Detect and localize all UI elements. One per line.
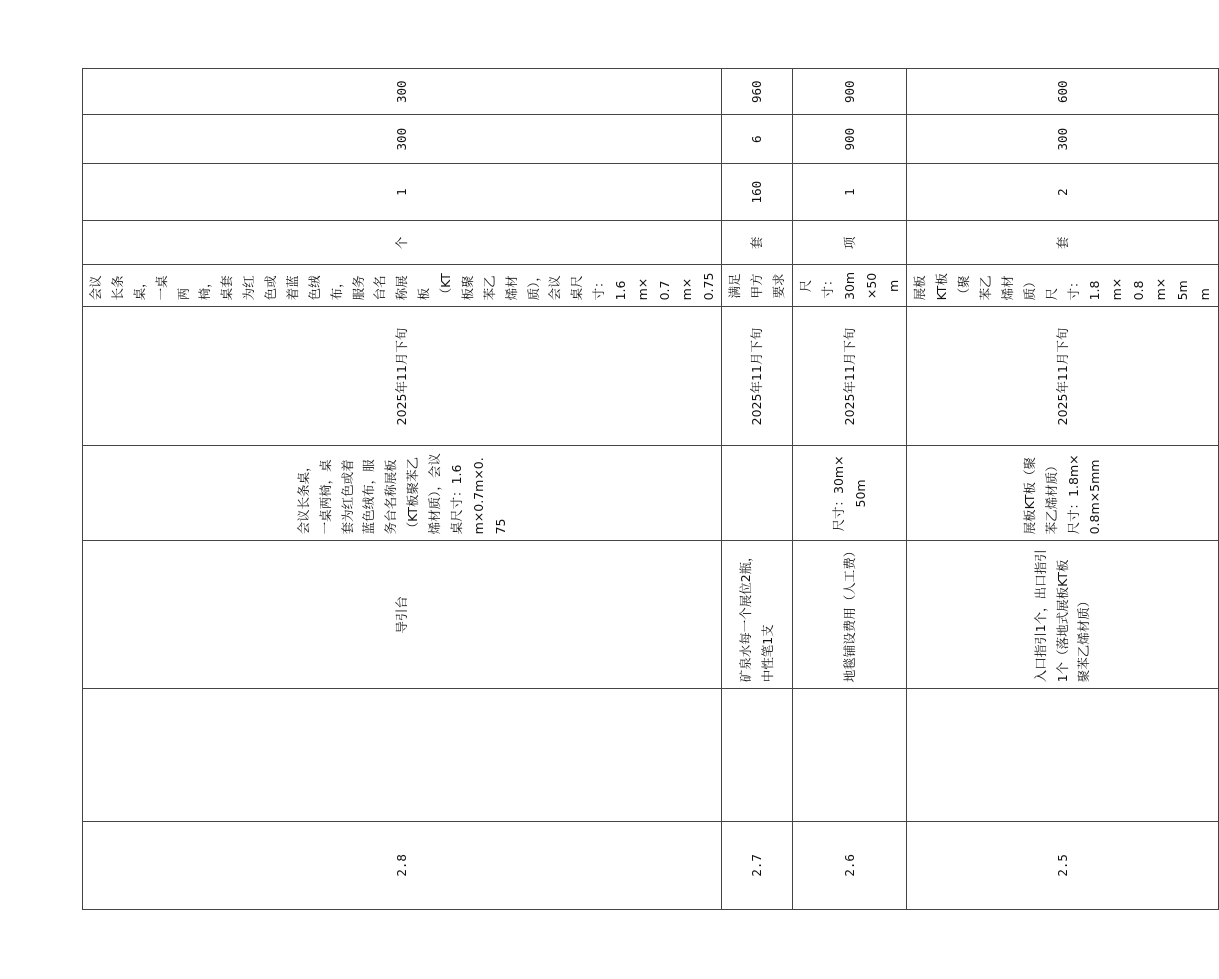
- cell-date: 2025年11月下旬: [722, 307, 793, 446]
- cell-blank: [722, 689, 793, 821]
- cell-unit: 个: [83, 221, 722, 265]
- cell-date: 2025年11月下旬: [83, 307, 722, 446]
- cell-item: 导引台: [83, 541, 722, 689]
- cell-blank: [907, 689, 1218, 821]
- table-row: [793, 69, 907, 910]
- cell-qty: 2: [907, 163, 1218, 220]
- cell-unit: 套: [907, 221, 1218, 265]
- cell-total: 900: [793, 69, 907, 115]
- cell-date: 2025年11月下旬: [793, 307, 907, 446]
- cell-total: 600: [907, 69, 1218, 115]
- table-row: [907, 69, 1218, 910]
- cell-item: 地毯铺设费用（人工费）: [793, 541, 907, 689]
- cell-no: 2.8: [83, 821, 722, 909]
- cell-unit: 套: [722, 221, 793, 265]
- cell-no: 2.5: [907, 821, 1218, 909]
- cell-spec: 会议长条桌，一桌两椅，桌套为红色或着蓝色绒布，服务台名称展板（KT板聚苯乙烯材质），会议桌尺寸：1.6m×0.7m×0.75: [83, 446, 722, 541]
- cell-requirement: 展板KT板（聚苯乙烯材质）尺寸：1.8m×0.8m×5mm: [907, 265, 1218, 307]
- cell-spec: 尺寸：30m×50m: [793, 446, 907, 541]
- cell-requirement: 满足甲方要求: [722, 265, 793, 307]
- cell-price: 300: [907, 115, 1218, 164]
- table-row: [722, 69, 793, 910]
- cell-total: 300: [83, 69, 722, 115]
- cell-unit: 项: [793, 221, 907, 265]
- cell-date: 2025年11月下旬: [907, 307, 1218, 446]
- cell-blank: [793, 689, 907, 821]
- cell-price: 6: [722, 115, 793, 164]
- cell-price: 900: [793, 115, 907, 164]
- quote-table: [82, 68, 1219, 910]
- cell-blank: [83, 689, 722, 821]
- cell-no: 2.6: [793, 821, 907, 909]
- cell-price: 300: [83, 115, 722, 164]
- cell-no: 2.7: [722, 821, 793, 909]
- table-row: [83, 69, 722, 910]
- rotated-table-frame: [82, 68, 1212, 910]
- cell-item: 入口指引1个，出口指引1个（落地式展板KT板聚苯乙烯材质）: [907, 541, 1218, 689]
- cell-qty: 1: [793, 163, 907, 220]
- cell-spec: 展板KT板（聚苯乙烯材质）尺寸：1.8m×0.8m×5mm: [907, 446, 1218, 541]
- cell-qty: 160: [722, 163, 793, 220]
- cell-spec: [722, 446, 793, 541]
- cell-requirement: 会议长条桌，一桌两椅，桌套为红色或着蓝色绒布，服务台名称展板（KT板聚苯乙烯材质），会议桌尺寸：1.6m×0.7m×0.75: [83, 265, 722, 307]
- cell-item: 矿泉水每一个展位2瓶，中性笔1支: [722, 541, 793, 689]
- cell-requirement: 尺寸：30m×50m: [793, 265, 907, 307]
- cell-qty: 1: [83, 163, 722, 220]
- cell-total: 960: [722, 69, 793, 115]
